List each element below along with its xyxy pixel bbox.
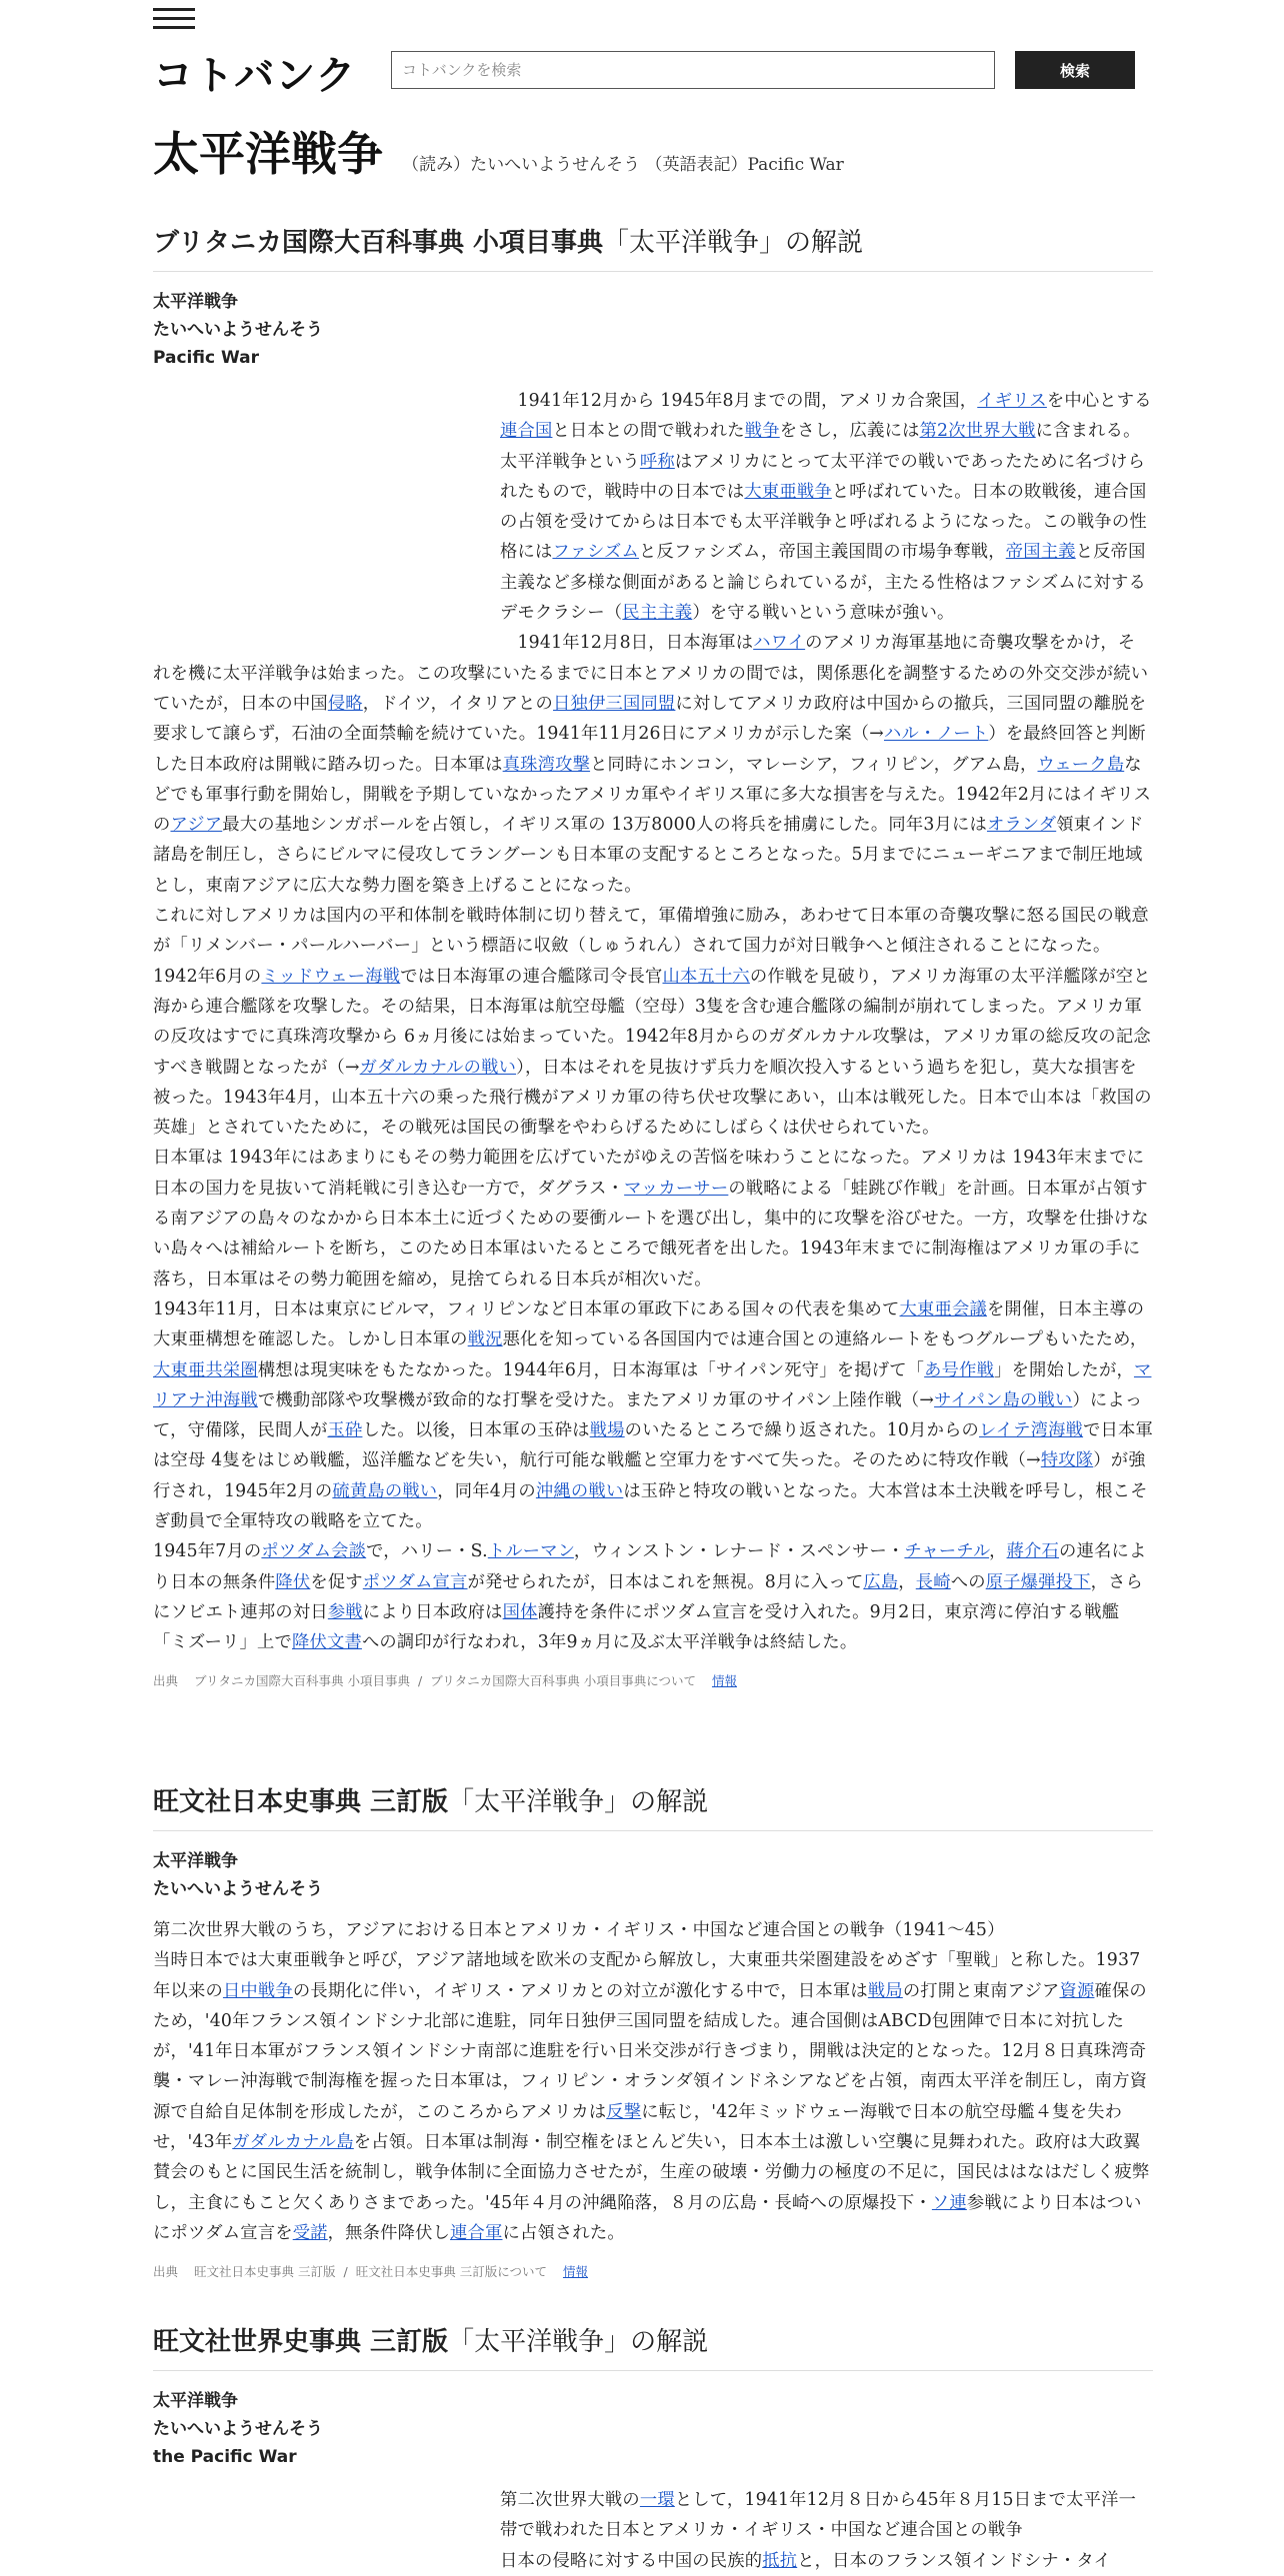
paragraph: 1945年7月のポツダム会談で，ハリー・S.トルーマン，ウィンストン・レナード・スペンサー・チャーチル，蔣介石の連名により日本の無条件降伏を促すポツダム宣言が発せられたが，日本はこれを無視。8月に入って広島，長崎への原子爆弾投下，さらにソビエト連邦の対日参戦により日本政府は国体護持を条件にポツダム宣言を受け入れた。9月2日，東京湾に停泊する戦艦「ミズーリ」上で降伏文書への調印が行なわれ，3年9ヵ月に及ぶ太平洋戦争は終結した。 bbox=[153, 1541, 1147, 1653]
entry-body bbox=[153, 2485, 1153, 2576]
entry-reading: （読み）たいへいようせんそう （英語表記）Pacific War bbox=[402, 155, 844, 175]
link[interactable]: 参戦 bbox=[327, 1601, 363, 1622]
link[interactable]: サイパン島の戦い bbox=[934, 1389, 1073, 1410]
source-line: 出典 旺文社日本史事典 三訂版 / 旺文社日本史事典 三訂版について 情報 bbox=[153, 2264, 588, 2280]
entry-head: 太平洋戦争 bbox=[153, 1851, 238, 1871]
link[interactable]: 一環 bbox=[639, 2490, 675, 2510]
link[interactable]: 蔣介石 bbox=[1006, 1541, 1060, 1562]
entry-english: Pacific War bbox=[153, 348, 259, 368]
about-link[interactable]: 旺文社日本史事典 三訂版について bbox=[355, 2264, 547, 2280]
link[interactable]: 呼称 bbox=[639, 451, 675, 472]
link[interactable]: 原子爆弾投下 bbox=[985, 1571, 1091, 1592]
entry-body bbox=[153, 386, 1153, 1657]
link[interactable]: ファシズム bbox=[552, 542, 639, 563]
entry-reading: たいへいようせんそう bbox=[153, 1879, 323, 1899]
dictionary-name: 旺文社日本史事典 三訂版 bbox=[153, 1787, 449, 1817]
search-button[interactable]: 検索 bbox=[1015, 51, 1135, 89]
paragraph: これに対しアメリカは国内の平和体制を戦時体制に切り替えて，軍備増強に励み，あわせて日本軍の奇襲攻撃に怒る国民の戦意が「リメンバー・パールハーバー」という標語に収斂（しゅうれん）されて国力が対日戦争へと傾注されることになった。1942年6月のミッドウェー海戦では日本海軍の連合艦隊司令長官山本五十六の作戦を見破り，アメリカ海軍の太平洋艦隊が空と海から連合艦隊を攻撃した。その結果，日本海軍は航空母艦（空母）3隻を含む連合艦隊の編制が崩れてしまった。アメリカ軍の反攻はすでに真珠湾攻撃から 6ヵ月後には始まっていた。1942年8月からのガダルカナル攻撃は，アメリカ軍の総反攻の記念すべき戦闘となったが（→ガダルカナルの戦い），日本はそれを見抜けず兵力を順次投入するという過ちを犯し，莫大な損害を被った。1943年4月，山本五十六の乗った飛行機がアメリカ軍の待ち伏せ攻撃にあい，山本は戦死した。日本で山本は「救国の英雄」とされていたために，その戦死は国民の衝撃をやわらげるためにしばらくは伏せられていた。 bbox=[153, 906, 1152, 1139]
link[interactable]: 日独伊三国同盟 bbox=[553, 693, 676, 714]
about-link[interactable]: ブリタニカ国際大百科事典 小項目事典について bbox=[430, 1673, 696, 1689]
link[interactable]: チャーチル bbox=[904, 1541, 990, 1562]
link[interactable]: 日中戦争 bbox=[222, 1980, 293, 2001]
link[interactable]: 第2次世界大戦 bbox=[919, 421, 1036, 442]
link[interactable]: 侵略 bbox=[327, 693, 363, 714]
menu-icon[interactable] bbox=[153, 8, 195, 32]
link[interactable]: 降伏文書 bbox=[292, 1632, 362, 1653]
link[interactable]: トルーマン bbox=[487, 1541, 574, 1562]
link[interactable]: 大東亜会議 bbox=[899, 1298, 987, 1319]
paragraph: 日本の侵略に対する中国の民族的抵抗と，日本のフランス領インドシナ・タイ bbox=[500, 2550, 1112, 2571]
link[interactable]: イギリス bbox=[977, 391, 1047, 411]
link[interactable]: 大東亜共栄圏 bbox=[153, 1359, 258, 1380]
dictionary-name: 旺文社世界史事典 三訂版 bbox=[153, 2327, 449, 2357]
page-title: 太平洋戦争 bbox=[153, 127, 383, 181]
link[interactable]: 戦場 bbox=[589, 1420, 625, 1441]
section-britannica bbox=[153, 222, 1153, 1689]
entry-meta bbox=[153, 2387, 1153, 2471]
link[interactable]: 硫黄島の戦い bbox=[332, 1480, 438, 1501]
paragraph: 日本軍は 1943年にはあまりにもその勢力範囲を広げていたがゆえの苦悩を味わうことになった。アメリカは 1943年末までに日本の国力を見抜いて消耗戦に引き込む一方で，ダグラス・マッカーサーの戦略による「蛙跳び作戦」を計画。日本軍が占領する南アジアの島々のなかから日本本土に近づくための要衝ルートを選び出し，集中的に攻撃を浴びせた。一方，攻撃を仕掛けない島々へは補給ルートを断ち，このため日本軍はいたるところで餓死者を出した。1943年末までに制海権はアメリカ軍の手に落ち，日本軍はその勢力範囲を縮め，見捨てられる日本兵が相次いだ。 bbox=[153, 1148, 1149, 1289]
link[interactable]: 受諾 bbox=[292, 2222, 328, 2243]
link[interactable]: 戦局 bbox=[867, 1980, 903, 2001]
link[interactable]: ハワイ bbox=[753, 633, 806, 654]
link[interactable]: ガダルカナルの戦い bbox=[359, 1057, 517, 1078]
link[interactable]: 反撃 bbox=[606, 2101, 642, 2122]
link[interactable]: ガダルカナル島 bbox=[232, 2132, 354, 2153]
source-label: 出典 bbox=[153, 2264, 179, 2280]
paragraph: 第二次世界大戦のうち，アジアにおける日本とアメリカ・イギリス・中国など連合国との戦争（1941〜45） bbox=[153, 1920, 1005, 1940]
paragraph: れを機に太平洋戦争は始まった。この攻撃にいたるまでに日本とアメリカの間では，関係悪化を調整するための外交交渉が続いていたが，日本の中国侵略，ドイツ，イタリアとの日独伊三国同盟に対してアメリカ政府は中国からの撤兵，三国同盟の離脱を要求して譲らず，石油の全面禁輸を続けていた。1941年11月26日にアメリカが示した案（→ハル・ノート）を最終回答と判断した日本政府は開戦に踏み切った。日本軍は真珠湾攻撃と同時にホンコン，マレーシア，フィリピン，グアム島，ウェーク島などでも軍事行動を開始し，開戦を予期していなかったアメリカ軍やイギリス軍に多大な損害を与えた。1942年2月にはイギリスのアジア最大の基地シンガポールを占領し，イギリス軍の 13万8000人の将兵を捕虜にした。同年3月にはオランダ領東インド諸島を制圧し，さらにビルマに侵攻してラングーンも日本軍の支配するところとなった。5月までにニューギニアまで制圧地域とし，東南アジアに広大な勢力圏を築き上げることになった。 bbox=[153, 663, 1152, 896]
entry-header bbox=[153, 118, 1153, 184]
source-label: 出典 bbox=[153, 1673, 179, 1689]
link[interactable]: 連合軍 bbox=[450, 2222, 503, 2243]
info-link[interactable]: 情報 bbox=[562, 2264, 588, 2280]
dictionary-name: ブリタニカ国際大百科事典 小項目事典 bbox=[153, 228, 604, 258]
source-name: 旺文社日本史事典 三訂版 bbox=[194, 2264, 336, 2280]
link[interactable]: 帝国主義 bbox=[1005, 542, 1076, 563]
link[interactable]: あ号作戦 bbox=[924, 1359, 995, 1380]
link[interactable]: アジア bbox=[170, 815, 223, 836]
paragraph: 当時日本では大東亜戦争と呼び，アジア諸地域を欧米の支配から解放し，大東亜共栄圏建設をめざす「聖戦」と称した。1937年以来の日中戦争の長期化に伴い，イギリス・アメリカとの対立が激化する中で，日本軍は戦局の打開と東南アジア資源確保のため，'40年フランス領インドシナ北部に進駐，同年日独伊三国同盟を結成した。連合国側はABCD包囲陣で日本に対抗したが，'41年日本軍がフランス領インドシナ南部に進駐を行い日米交渉が行きづまり，開戦は決定的となった。12月８日真珠湾奇襲・マレー沖海戦で制海権を握った日本軍は，フィリピン・オランダ領インドネシアなどを占領，南西太平洋を制圧し，南方資源で自給自足体制を形成したが，このころからアメリカは反撃に転じ，'42年ミッドウェー海戦で日本の航空母艦４隻を失わせ，'43年ガダルカナル島を占領。日本軍は制海・制空権をほとんど失い，日本本土は激しい空襲に見舞われた。政府は大政翼賛会のもとに国民生活を統制し，戦争体制に全面協力させたが，生産の破壊・労働力の極度の不足に，国民ははなはだしく疲弊し，主食にもこと欠くありさまであった。'45年４月の沖縄陥落，８月の広島・長崎への原爆投下・ソ連参戦により日本はついにポツダム宣言を受諾，無条件降伏し連合軍に占領された。 bbox=[153, 1950, 1150, 2243]
link[interactable]: 戦況 bbox=[467, 1329, 503, 1350]
link[interactable]: ミッドウェー海戦 bbox=[261, 966, 401, 987]
link[interactable]: 民主主義 bbox=[622, 603, 693, 624]
source-line: 出典 ブリタニカ国際大百科事典 小項目事典 / ブリタニカ国際大百科事典 小項目事典について 情報 bbox=[153, 1673, 737, 1689]
link[interactable]: 連合国 bbox=[500, 421, 553, 442]
link[interactable]: ポツダム会談 bbox=[261, 1541, 367, 1562]
link[interactable]: 玉砕 bbox=[327, 1420, 363, 1441]
section-title-suffix: 「太平洋戦争」の解説 bbox=[448, 1787, 709, 1817]
section-obunsha-world bbox=[153, 2321, 1153, 2576]
link[interactable]: マリアナ沖海戦 bbox=[153, 1359, 1152, 1410]
link[interactable]: ウェーク島 bbox=[1037, 754, 1125, 775]
link[interactable]: 長崎 bbox=[915, 1571, 951, 1592]
entry-reading: たいへいようせんそう bbox=[153, 320, 323, 340]
link[interactable]: 大東亜戦争 bbox=[744, 481, 832, 502]
section-title bbox=[153, 222, 1153, 272]
link[interactable]: 広島 bbox=[863, 1571, 899, 1592]
link[interactable]: 国体 bbox=[502, 1601, 538, 1622]
link[interactable]: 山本五十六 bbox=[662, 966, 750, 987]
link[interactable]: 特攻隊 bbox=[1040, 1450, 1094, 1471]
paragraph: 1941年12月8日，日本海軍はハワイのアメリカ海軍基地に奇襲攻撃をかけ，そ bbox=[500, 633, 1136, 654]
entry-english: the Pacific War bbox=[153, 2447, 297, 2467]
link[interactable]: 降伏 bbox=[275, 1571, 311, 1592]
entry-head: 太平洋戦争 bbox=[153, 2391, 238, 2411]
entry-reading: たいへいようせんそう bbox=[153, 2419, 323, 2439]
paragraph: 第二次世界大戦の一環として，1941年12月８日から45年８月15日まで太平洋一帯で戦われた日本とアメリカ・イギリス・中国など連合国との戦争 bbox=[500, 2490, 1137, 2541]
link[interactable]: マッカーサー bbox=[624, 1178, 729, 1199]
link[interactable]: オランダ bbox=[986, 815, 1057, 836]
link[interactable]: 資源 bbox=[1059, 1980, 1095, 2001]
link[interactable]: 真珠湾攻撃 bbox=[502, 754, 591, 775]
section-title-suffix: 「太平洋戦争」の解説 bbox=[603, 228, 864, 258]
site-logo[interactable]: コトバンク bbox=[153, 53, 357, 99]
section-obunsha-japan bbox=[153, 1781, 1153, 2280]
section-title bbox=[153, 1781, 1153, 1831]
source-name: ブリタニカ国際大百科事典 小項目事典 bbox=[194, 1673, 410, 1689]
section-title bbox=[153, 2321, 1153, 2371]
entry-head: 太平洋戦争 bbox=[153, 292, 238, 312]
paragraph: 1941年12月から 1945年8月までの間，アメリカ合衆国，イギリスを中心とする連合国と日本との間で戦われた戦争をさし，広義には第2次世界大戦に含まれる。太平洋戦争という呼称はアメリカにとって太平洋での戦いであったために名づけられたもので，戦時中の日本では大東亜戦争と呼ばれていた。日本の敗戦後，連合国の占領を受けてからは日本でも太平洋戦争と呼ばれるようになった。この戦争の性格にはファシズムと反ファシズム，帝国主義国間の市場争奪戦，帝国主義と反帝国主義など多様な側面があると論じられているが，主たる性格はファシズムに対するデモクラシー（民主主義）を守る戦いという意味が強い。 bbox=[500, 391, 1152, 624]
info-link[interactable]: 情報 bbox=[711, 1673, 737, 1689]
entry-meta bbox=[153, 1847, 1153, 1903]
link[interactable]: 沖縄の戦い bbox=[535, 1480, 624, 1501]
section-title-suffix: 「太平洋戦争」の解説 bbox=[448, 2327, 709, 2357]
link[interactable]: ポツダム宣言 bbox=[362, 1571, 468, 1592]
link[interactable]: ハル・ノート bbox=[883, 724, 989, 745]
entry-meta bbox=[153, 288, 1153, 372]
link[interactable]: レイテ湾海戦 bbox=[979, 1420, 1084, 1441]
search-input[interactable] bbox=[391, 51, 995, 89]
entry-body bbox=[153, 1915, 1153, 2248]
paragraph: 1943年11月，日本は東京にビルマ，フィリピンなど日本軍の軍政下にある国々の代表を集めて大東亜会議を開催，日本主導の大東亜構想を確認した。しかし日本軍の戦況悪化を知っている各国国内では連合国との連絡ルートをもつグループもいたため，大東亜共栄圏構想は現実味をもたなかった。1944年6月，日本海軍は「サイパン死守」を掲げて「あ号作戦」を開始したが，マリアナ沖海戦で機動部隊や攻撃機が致命的な打撃を受けた。またアメリカ軍のサイパン上陸作戦（→サイパン島の戦い）によって，守備隊，民間人が玉砕した。以後，日本軍の玉砕は戦場のいたるところで繰り返された。10月からのレイテ湾海戦で日本軍は空母 4隻をはじめ戦艦，巡洋艦などを失い，航行可能な戦艦と空軍力をすべて失った。そのために特攻作戦（→特攻隊）が強行され，1945年2月の硫黄島の戦い，同年4月の沖縄の戦いは玉砕と特攻の戦いとなった。大本営は本土決戦を呼号し，根こそぎ動員で全軍特攻の戦略を立てた。 bbox=[153, 1298, 1154, 1531]
link[interactable]: 抵抗 bbox=[762, 2550, 798, 2571]
link[interactable]: 戦争 bbox=[744, 421, 780, 442]
link[interactable]: ソ連 bbox=[931, 2192, 967, 2213]
